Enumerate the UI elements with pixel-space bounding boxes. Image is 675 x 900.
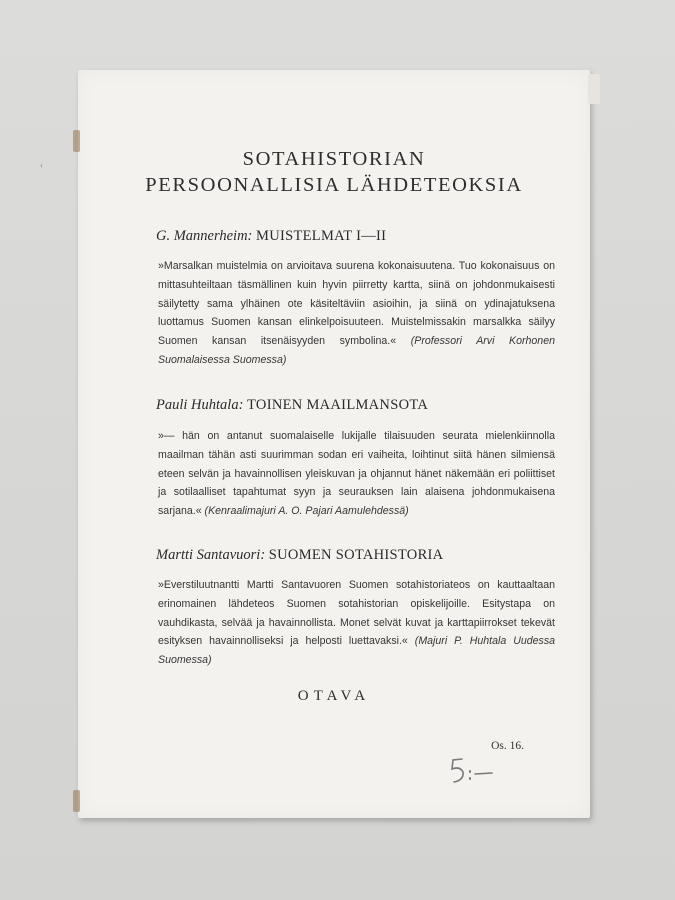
cover-title-line1: SOTAHISTORIAN: [242, 148, 426, 170]
entry-work-title: SUOMEN SOTAHISTORIA: [268, 547, 444, 563]
quote-source: (Kenraalimajuri A. O. Pajari Aamulehdessä): [204, 505, 409, 518]
cover-edge: [588, 74, 600, 104]
entry-heading: [156, 397, 428, 414]
entry-author: G. Mannerheim:: [156, 228, 253, 244]
entry-heading: [156, 228, 386, 245]
cover-wear-mark: [73, 790, 80, 812]
entry-quote: [158, 576, 555, 670]
scan-tick-mark: ‹: [40, 160, 43, 170]
quote-text: »— hän on antanut suomalaiselle lukijalle tilaisuuden seurata mielenkiinnolla maailman tähän asti suurimman sodan eri vaiheita, loihtinut siitä hänen silmiensä eteen selvän ja havainnollisen yleiskuvan ja ohjannut hänet näkemään eri poliittiset ja sotilaalliset tapahtumat syyn ja seurauksen lain alaisena johdonmukaisena sarjana.«: [158, 430, 555, 518]
entry-work-title: MUISTELMAT I—II: [256, 228, 387, 244]
entry-author: Martti Santavuori:: [156, 547, 266, 563]
book-back-cover: [78, 70, 590, 818]
catalog-code: Os. 16.: [491, 740, 524, 752]
quote-source: (Professori Arvi Korhonen Suomalaisessa Suomessa): [158, 335, 555, 366]
cover-title-line2: PERSOONALLISIA LÄHDETEOKSIA: [145, 174, 523, 196]
entry-author: Pauli Huhtala:: [156, 397, 244, 413]
quote-text: »Marsalkan muistelmia on arvioitava suurena kokonaisuutena. Tuo kokonaisuus on mittasuhteiltaan täsmällinen kuin hyvin piirretty kartta, siinä on johdonmukaisesti säilytetty sama ylhäinen ote käsiteltäviin asioihin, ja siinä on ydinajatuksena luottamus Suomen kansan elinkelpoisuuteen. Muistelmissakin marsalkka säilyy Suomen kansan itsenäisyyden symbolina.«: [158, 260, 555, 348]
entry-work-title: TOINEN MAAILMANSOTA: [247, 397, 429, 413]
quote-text: »Everstiluutnantti Martti Santavuoren Suomen sotahistoriateos on kauttaaltaan erinomainen lähdeteos Suomen sotahistorian opiskelijoille. Esitystapa on vauhdikasta, selvää ja havainnollista. Monet selvät kuvat ja karttapiirrokset tekevät esityksen havainnolliseksi ja helposti luettavaksi.«: [158, 579, 555, 648]
entry-quote: [158, 257, 555, 370]
entry-quote: [158, 427, 555, 521]
handwritten-price-mark: [448, 755, 498, 787]
quote-source: (Majuri P. Huhtala Uudessa Suomessa): [158, 635, 556, 667]
publisher-name: OTAVA: [297, 688, 371, 704]
entry-heading: [156, 547, 443, 564]
